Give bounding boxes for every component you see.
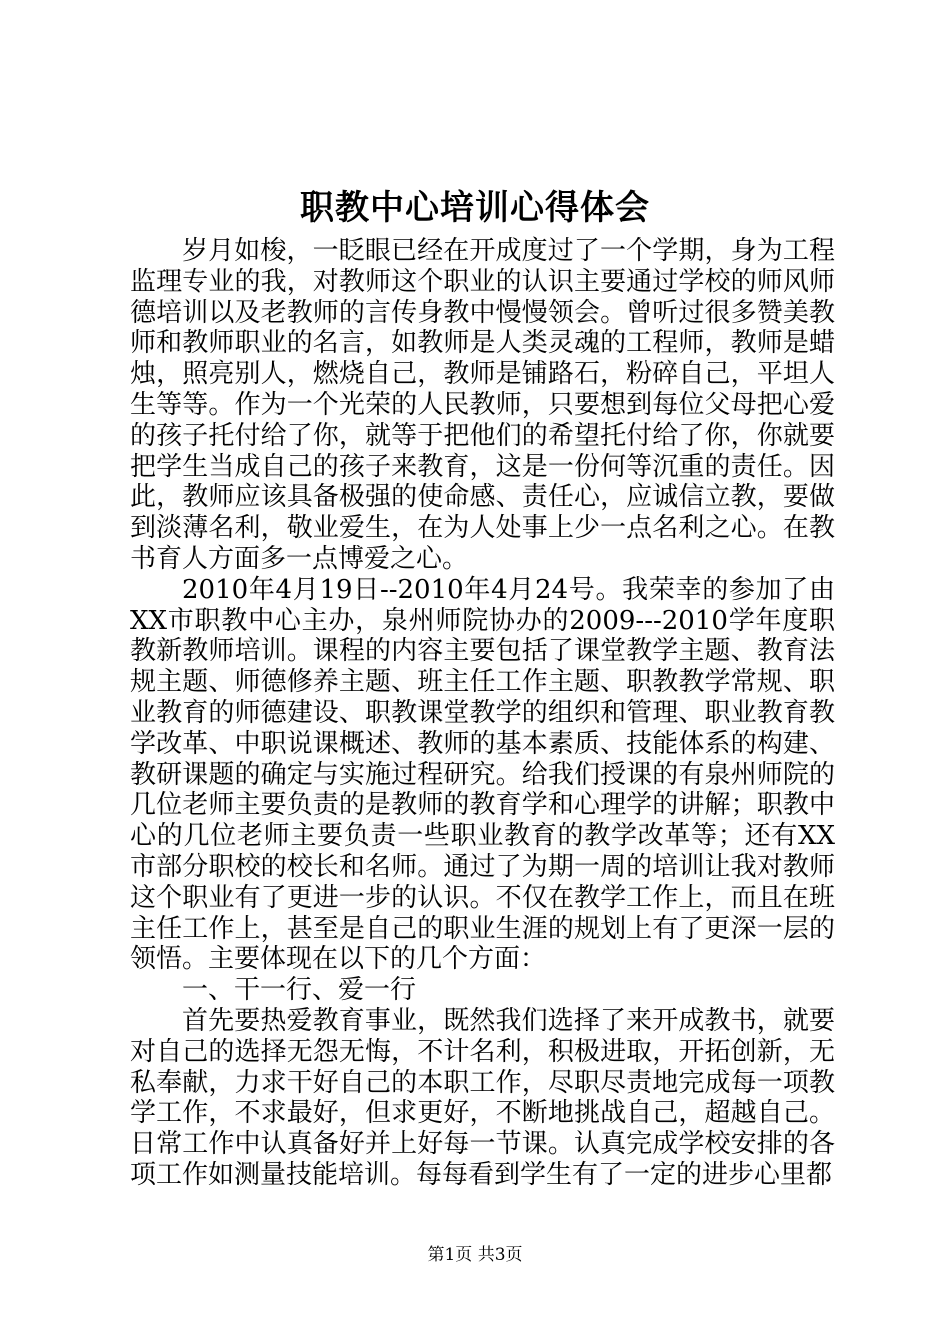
page-title: 职教中心培训心得体会 bbox=[300, 188, 650, 228]
page-number-footer: 第1页 共3页 bbox=[427, 1245, 523, 1265]
paragraph-intro: 岁月如梭，一眨眼已经在开成度过了一个学期，身为工程监理专业的我，对教师这个职业的认识主要通过学校的师风师德培训以及老教师的言传身教中慢慢领会。曾听过很多赞美教师和教师职业的名言，如教师是人类灵魂的工程师，教师是蜡烛，照亮别人，燃烧自己，教师是铺路石，粉碎自己，平坦人生等等。作为一个光荣的人民教师，只要想到每位父母把心爱的孩子托付给了你，就等于把他们的希望托付给了你，你就要把学生当成自己的孩子来教育，这是一份何等沉重的责任。因此，教师应该具备极强的使命感、责任心，应诚信立教，要做到淡薄名利，敬业爱生，在为人处事上少一点名利之心。在教书育人方面多一点博爱之心。 bbox=[130, 236, 835, 574]
paragraph-section-one: 首先要热爱教育事业，既然我们选择了来开成教书，就要对自己的选择无怨无悔，不计名利，积极进取，开拓创新，无私奉献，力求干好自己的本职工作，尽职尽责地完成每一项教学工作，不求最好，但求更好，不断地挑战自己，超越自己。日常工作中认真备好并上好每一节课。认真完成学校安排的各项工作如测量技能培训。每每看到学生有了一定的进步心里都 bbox=[130, 1005, 835, 1190]
section-heading: 一、干一行、爱一行 bbox=[182, 975, 417, 1006]
document-body bbox=[130, 236, 835, 1191]
paragraph-training: 2010年4月19日--2010年4月24号。我荣幸的参加了由XX市职教中心主办，泉州师院协办的2009---2010学年度职教新教师培训。课程的内容主要包括了课堂教学主题、教育法规主题、师德修养主题、班主任工作主题、职教教学常规、职业教育的师德建设、职教课堂教学的组织和管理、职业教育教学改革、中职说课概述、教师的基本素质、技能体系的构建、教研课题的确定与实施过程研究。给我们授课的有泉州师院的几位老师主要负责的是教师的教育学和心理学的讲解；职教中心的几位老师主要负责一些职业教育的教学改革等；还有XX市部分职校的校长和名师。通过了为期一周的培训让我对教师这个职业有了更进一步的认识。不仅在教学工作上，而且在班主任工作上，甚至是自己的职业生涯的规划上有了更深一层的领悟。主要体现在以下的几个方面： bbox=[130, 574, 835, 975]
